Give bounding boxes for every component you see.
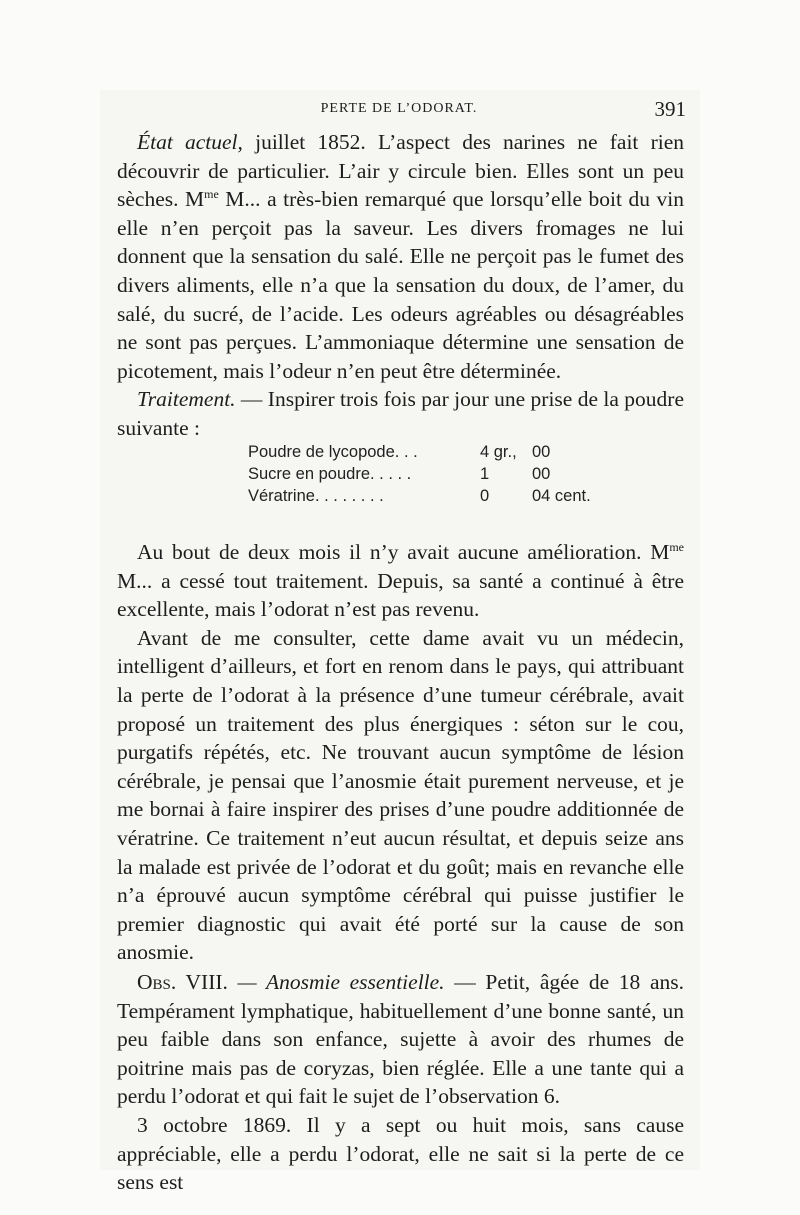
observation-title: — Anosmie essentielle. xyxy=(227,970,445,994)
paragraph-consultation: Avant de me consulter, cette dame avait vu un médecin, intelligent d’ailleurs, et fort en renom dans le pays, qui attribuant la perte de l’odorat à la présence d’une tumeur cérébrale, avait proposé un traitement des plus énergiques : séton sur le cou, purgatifs répétés, etc. Ne trouvant aucun symptôme de lésion cérébrale, je pensai que l’anosmie était purement nerveuse, et je me bornai à faire inspirer des prises d’une poudre additionnée de vératrine. Ce traitement n’eut aucun résultat, et depuis seize ans la malade est privée de l’odorat et du goût; mais en revanche elle n’a éprouvé aucun symptôme cérébral qui puisse justifier le premier diagnostic qui avait été porté sur la cause de son anosmie. xyxy=(117,625,684,965)
text-block-obs-viii xyxy=(117,968,684,1197)
recipe-ingredient: Poudre de lycopode. . . xyxy=(248,443,418,461)
recipe-quantity: 0 xyxy=(480,487,490,505)
recipe-decimal: 00 xyxy=(532,443,551,461)
traitement-label: Traitement. xyxy=(137,387,236,412)
etat-sup: me xyxy=(204,187,219,202)
recipe-quantity: 1 xyxy=(480,465,490,483)
running-header xyxy=(112,97,686,123)
traitement-text: — Inspirer trois fois par jour une prise de la poudre suivante : xyxy=(117,387,684,440)
paragraph-etat-actuel xyxy=(117,128,684,385)
recipe-row xyxy=(248,463,608,485)
etat-label: État actuel, xyxy=(137,130,243,154)
paragraph-traitement xyxy=(117,385,684,442)
amelioration-sup: me xyxy=(669,540,684,554)
recipe-decimal: 04 cent. xyxy=(532,487,591,505)
observation-number: Obs. VIII. xyxy=(137,970,228,994)
running-title: PERTE DE L’ODORAT. xyxy=(320,101,478,116)
recipe-decimal: 00 xyxy=(532,465,551,483)
recipe-quantity: 4 gr., xyxy=(480,443,517,461)
text-block-suite xyxy=(117,538,684,967)
recipe-row xyxy=(248,441,608,463)
recipe-ingredient: Sucre en poudre. . . . . xyxy=(248,465,412,483)
observation-text: — Petit, âgée de 18 ans. Tempérament lymphatique, habituellement d’une bonne santé, un peu faible dans son enfance, sujette à avoir des rhumes de poitrine mais pas de coryzas, bien réglée. Elle a une tante qui a perdu l’odorat et qui fait le sujet de l’observation 6. xyxy=(117,970,684,1109)
paragraph-amelioration xyxy=(117,538,684,624)
page-number: 391 xyxy=(654,97,686,121)
amelioration-text-2: M... a cessé tout traitement. Depuis, sa santé a continué à être excellente, mais l’odorat n’est pas revenu. xyxy=(117,568,684,622)
recipe-table xyxy=(248,441,608,507)
recipe-ingredient: Vératrine. . . . . . . . xyxy=(248,487,384,505)
recipe-row xyxy=(248,485,608,507)
text-block-etat xyxy=(117,128,684,443)
etat-text-2: M... a très-bien remarqué que lorsqu’elle boit du vin elle n’en perçoit pas la saveur. Les divers fromages ne lui donnent que la sensation du salé. Elle ne perçoit pas le fumet des divers aliments, elle n’a que la sensation du doux, de l’amer, du salé, du sucré, de l’acide. Les odeurs agréables ou désagréables ne sont pas perçues. L’ammoniaque détermine une sensation de picotement, mais l’odeur n’en peut être déterminée. xyxy=(117,187,684,383)
etat-text: juillet 1852. L’aspect des narines ne fait rien découvrir de particulier. L’air y circule bien. Elles sont un peu sèches. M xyxy=(117,130,684,212)
amelioration-text: Au bout de deux mois il n’y avait aucune amélioration. M xyxy=(137,540,670,564)
paragraph-observation-viii xyxy=(117,968,684,1111)
paragraph-octobre: 3 octobre 1869. Il y a sept ou huit mois, sans cause appréciable, elle a perdu l’odorat, elle ne sait si la perte de ce sens est xyxy=(117,1112,684,1195)
